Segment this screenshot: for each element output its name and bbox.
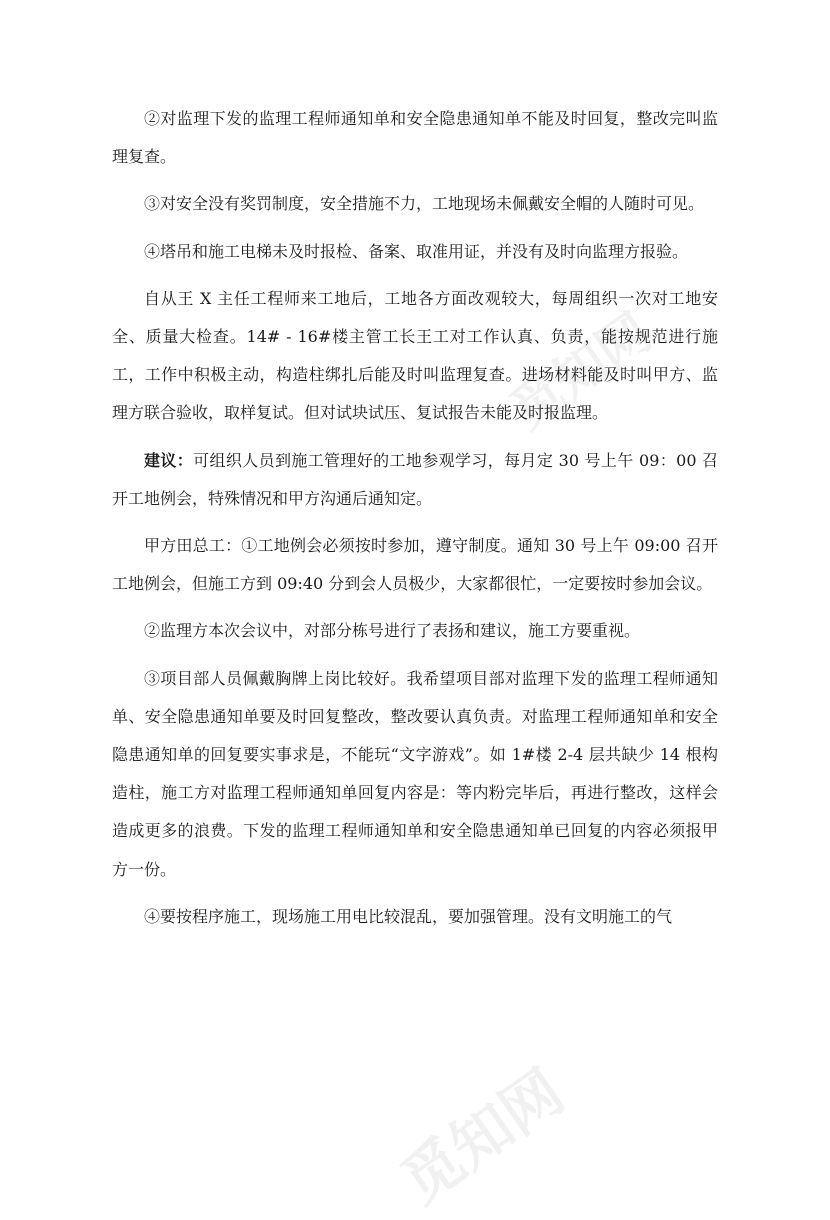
paragraph-crane-inspection xyxy=(112,233,718,271)
paragraph-text: ②对监理下发的监理工程师通知单和安全隐患通知单不能及时回复，整改完叫监理复查。 xyxy=(112,109,718,167)
paragraph-text: ③对安全没有奖罚制度，安全措施不力，工地现场未佩戴安全帽的人随时可见。 xyxy=(144,194,705,214)
paragraph-owner-chief-engineer xyxy=(112,527,718,603)
paragraph-safety-measures xyxy=(112,185,718,223)
paragraph-rectification-reply xyxy=(112,100,718,176)
paragraph-lead-label: 建议： xyxy=(144,450,194,470)
paragraph-text: ③项目部人员佩戴胸牌上岗比较好。我希望项目部对监理下发的监理工程师通知单、安全隐患通知单要及时回复整改，整改要认真负责。对监理工程师通知单和安全隐患通知单的回复要实事求是，不能玩“文字游戏”。如 1#楼 2-4 层共缺少 14 根构造柱，施工方对监理工程师通知单回复内容是：等内粉完毕后，再进行整改，这样会造成更多的浪费。下发的监理工程师通知单和安全隐患通知单已回复的内容必须报甲方一份。 xyxy=(112,668,718,879)
paragraph-text: 自从王 X 主任工程师来工地后，工地各方面改观较大，每周组织一次对工地安全、质量大检查。14# - 16#楼主管工长王工对工作认真、负责，能按规范进行施工，工作中积极主动，构造柱绑扎后能及时叫监理复查。进场材料能及时叫甲方、监理方联合验收，取样复试。但对试块试压、复试报告未能及时报监理。 xyxy=(112,288,718,423)
paragraph-text: ④塔吊和施工电梯未及时报检、备案、取准用证，并没有及时向监理方报验。 xyxy=(144,241,689,261)
paragraph-text: 可组织人员到施工管理好的工地参观学习，每月定 30 号上午 09：00 召开工地例会，特殊情况和甲方沟通后通知定。 xyxy=(112,450,718,508)
watermark-text: 觅知网 xyxy=(500,302,663,442)
paragraph-site-improvement xyxy=(112,280,718,433)
paragraph-text: ②监理方本次会议中，对部分栋号进行了表扬和建议，施工方要重视。 xyxy=(144,621,641,641)
paragraph-suggestion xyxy=(112,442,718,518)
paragraph-supervision-praise xyxy=(112,612,718,650)
paragraph-text: 甲方田总工：①工地例会必须按时参加，遵守制度。通知 30 号上午 09:00 召开工地例会，但施工方到 09:40 分到会人员极少，大家都很忙，一定要按时参加会议。 xyxy=(112,536,718,594)
paragraph-procedure-power xyxy=(112,898,718,936)
document-body xyxy=(112,100,718,945)
paragraph-badge-and-notices xyxy=(112,660,718,889)
watermark-text-bottom: 觅知网 xyxy=(389,1056,577,1218)
paragraph-text: ④要按程序施工，现场施工用电比较混乱，要加强管理。没有文明施工的气 xyxy=(144,906,673,926)
